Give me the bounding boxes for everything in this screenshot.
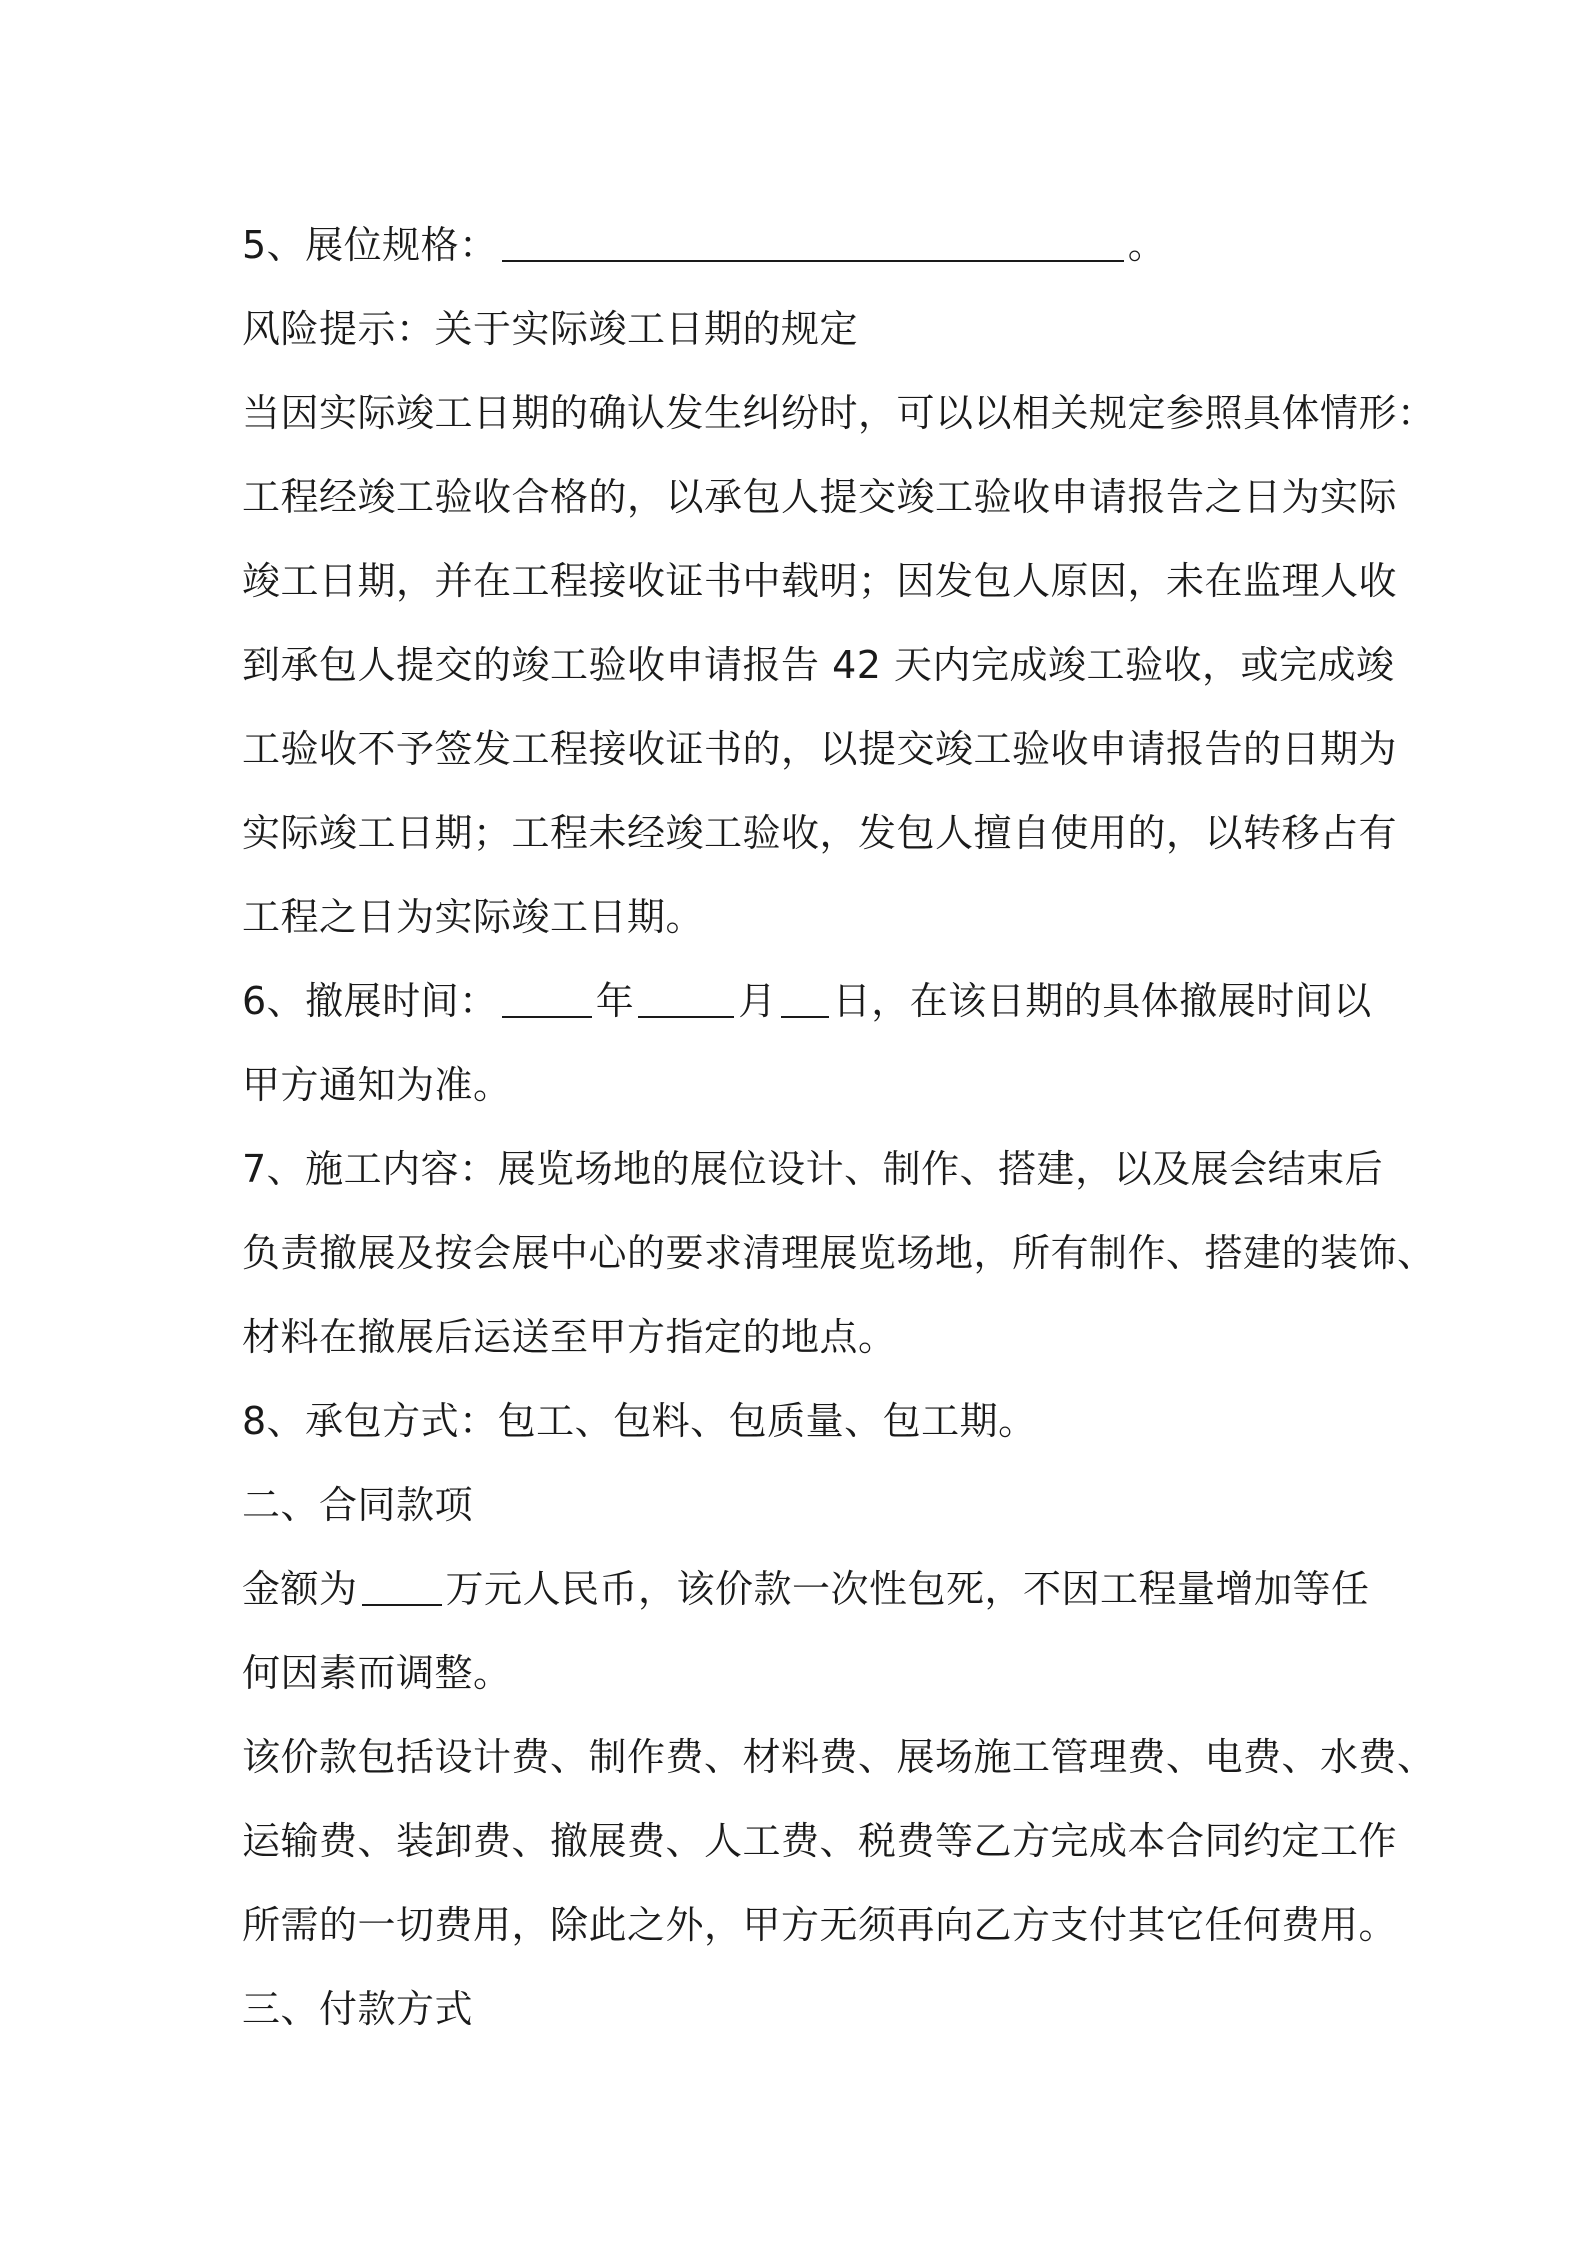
- day-rest: 日，在该日期的具体撤展时间以: [832, 979, 1372, 1023]
- amount-blank: [362, 1564, 442, 1606]
- amount-line-2: 何因素而调整。: [242, 1651, 512, 1695]
- amount-prefix: 金额为: [242, 1567, 358, 1611]
- item-7-line: 7、施工内容：展览场地的展位设计、制作、搭建，以及展会结束后: [242, 1147, 1384, 1191]
- amount-line: [242, 1547, 1370, 1631]
- item-6-line: [242, 959, 1372, 1043]
- price-line: 运输费、装卸费、撤展费、人工费、税费等乙方完成本合同约定工作: [242, 1819, 1398, 1863]
- risk-line: 到承包人提交的竣工验收申请报告 42 天内完成竣工验收，或完成竣: [242, 643, 1395, 687]
- spec-blank: [502, 220, 1124, 262]
- year-label: 年: [595, 979, 635, 1023]
- item-7-line: 负责撤展及按会展中心的要求清理展览场地，所有制作、搭建的装饰、: [242, 1231, 1436, 1275]
- item-5-line: [242, 203, 1362, 287]
- item-7-line: 材料在撤展后运送至甲方指定的地点。: [242, 1315, 897, 1359]
- day-blank: [781, 976, 829, 1018]
- document-body: [242, 203, 1436, 2051]
- amount-suffix: 万元人民币，该价款一次性包死，不因工程量增加等任: [445, 1567, 1370, 1611]
- risk-line: 实际竣工日期；工程未经竣工验收，发包人擅自使用的，以转移占有: [242, 811, 1398, 855]
- year-blank: [502, 976, 592, 1018]
- price-line: 所需的一切费用，除此之外，甲方无须再向乙方支付其它任何费用。: [242, 1903, 1398, 1947]
- item-5-end: 。: [1127, 223, 1167, 267]
- item-8-line: 8、承包方式：包工、包料、包质量、包工期。: [242, 1399, 1037, 1443]
- section-3-title: 三、付款方式: [242, 1987, 474, 2031]
- item-6-label: 6、撤展时间：: [242, 979, 498, 1023]
- item-5-label: 5、展位规格：: [242, 223, 498, 267]
- month-blank: [638, 976, 734, 1018]
- item-6-line-2: 甲方通知为准。: [242, 1063, 512, 1107]
- price-line: 该价款包括设计费、制作费、材料费、展场施工管理费、电费、水费、: [242, 1735, 1436, 1779]
- risk-line: 工程之日为实际竣工日期。: [242, 895, 705, 939]
- risk-line: 当因实际竣工日期的确认发生纠纷时，可以以相关规定参照具体情形：: [242, 391, 1436, 435]
- risk-title: 风险提示：关于实际竣工日期的规定: [242, 307, 859, 351]
- risk-line: 竣工日期，并在工程接收证书中载明；因发包人原因，未在监理人收: [242, 559, 1398, 603]
- month-label: 月: [738, 979, 777, 1023]
- risk-line: 工程经竣工验收合格的，以承包人提交竣工验收申请报告之日为实际: [242, 475, 1398, 519]
- risk-line: 工验收不予签发工程接收证书的，以提交竣工验收申请报告的日期为: [242, 727, 1398, 771]
- section-2-title: 二、合同款项: [242, 1483, 474, 1527]
